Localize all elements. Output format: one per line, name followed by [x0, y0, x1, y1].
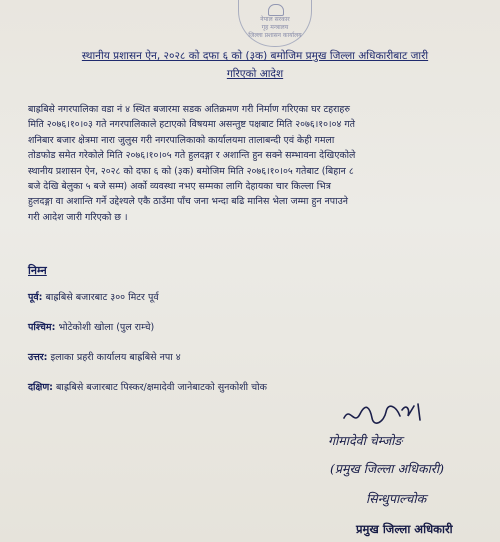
boundary-value: बाह्रबिसे बजारबाट ३०० मिटर पूर्व	[42, 292, 159, 303]
paragraph-line: शनिबार बजार क्षेत्रमा नारा जुलुस गरी नगरपालिकाको कार्यालयमा तालाबन्दी एवं केही गमला	[28, 134, 335, 146]
paragraph-line: स्थानीय प्रशासन ऐन, २०२८ को दफा ६ को (३क) बमोजिम मिति २०७६।१०।०५ गतेबाट (बिहान ८	[28, 165, 354, 177]
seal-line-2: गृह मन्त्रालय	[261, 24, 289, 31]
order-paragraph	[28, 102, 476, 225]
signature-scribble	[340, 400, 430, 430]
paragraph-line: हुलदङ्गा वा अशान्ति गर्ने उद्देश्यले एकै ठाउँमा पाँच जना भन्दा बढि मानिस भेला जम्मा हुन नपाउने	[28, 196, 348, 208]
heading-line-1: स्थानीय प्रशासन ऐन, २०२८ को दफा ६ को (३क) बमोजिम प्रमुख जिल्ला अधिकारीबाट जारी	[81, 50, 429, 62]
paragraph-line: बजे देखि बेलुका ५ बजे सम्म) अर्को व्यवस्था नभए सम्मका लागि देहायका चार किल्ला भित्र	[28, 181, 331, 193]
boundary-value: इलाका प्रहरी कार्यालय बाह्रबिसे नपा ४	[47, 352, 181, 363]
boundary-north	[28, 350, 181, 363]
seal-line-1: नेपाल सरकार	[260, 16, 290, 23]
signatory-title: प्रमुख जिल्ला अधिकारी	[356, 522, 453, 536]
boundaries-heading: निम्न	[28, 264, 47, 277]
boundary-east	[28, 290, 159, 303]
boundary-key: पश्चिम:	[28, 322, 56, 333]
heading-line-2: गरिएको आदेश	[226, 68, 284, 80]
boundary-value: बाह्रबिसे बजारबाट पिस्कर/क्षमादेवी जानेबाटको सुनकोशी चोक	[52, 382, 267, 393]
boundary-west	[28, 320, 154, 333]
boundary-south	[28, 380, 267, 393]
paragraph-line: गरी आदेश जारी गरिएको छ ।	[28, 211, 128, 223]
boundary-key: उत्तर:	[28, 352, 48, 363]
office-seal	[238, 0, 312, 47]
emblem-icon	[268, 4, 284, 16]
paragraph-line: मिति २०७६।१०।०३ गते नगरपालिकाले हटाएको विषयमा असन्तुष्ट पक्षबाट मिति २०७६।१०।०४ गते	[28, 119, 355, 131]
signatory-district: सिन्धुपाल्चोक	[366, 491, 427, 506]
boundary-value: भोटेकोशी खोला (पुल राम्चे)	[55, 322, 155, 333]
signatory-role-handwritten: (प्रमुख जिल्ला अधिकारी)	[330, 461, 445, 476]
paragraph-line: बाह्रबिसे नगरपालिका वडा नं ४ स्थित बजारमा सडक अतिक्रमण गरी निर्माण गरिएका घर टहराहरु	[28, 104, 350, 115]
boundary-key: पूर्व:	[28, 292, 43, 303]
paragraph-line: तोडफोड समेत गरेकोले मिति २०७६।१०।०५ गते हुलदङ्गा र अशान्ति हुन सक्ने सम्भावना देखिएकोले	[28, 150, 356, 162]
signatory-name: गोमादेवी चेम्जोङ	[328, 433, 403, 448]
boundary-key: दक्षिण:	[28, 382, 53, 393]
seal-line-3: जिल्ला प्रशासन कार्यालय	[248, 32, 302, 39]
